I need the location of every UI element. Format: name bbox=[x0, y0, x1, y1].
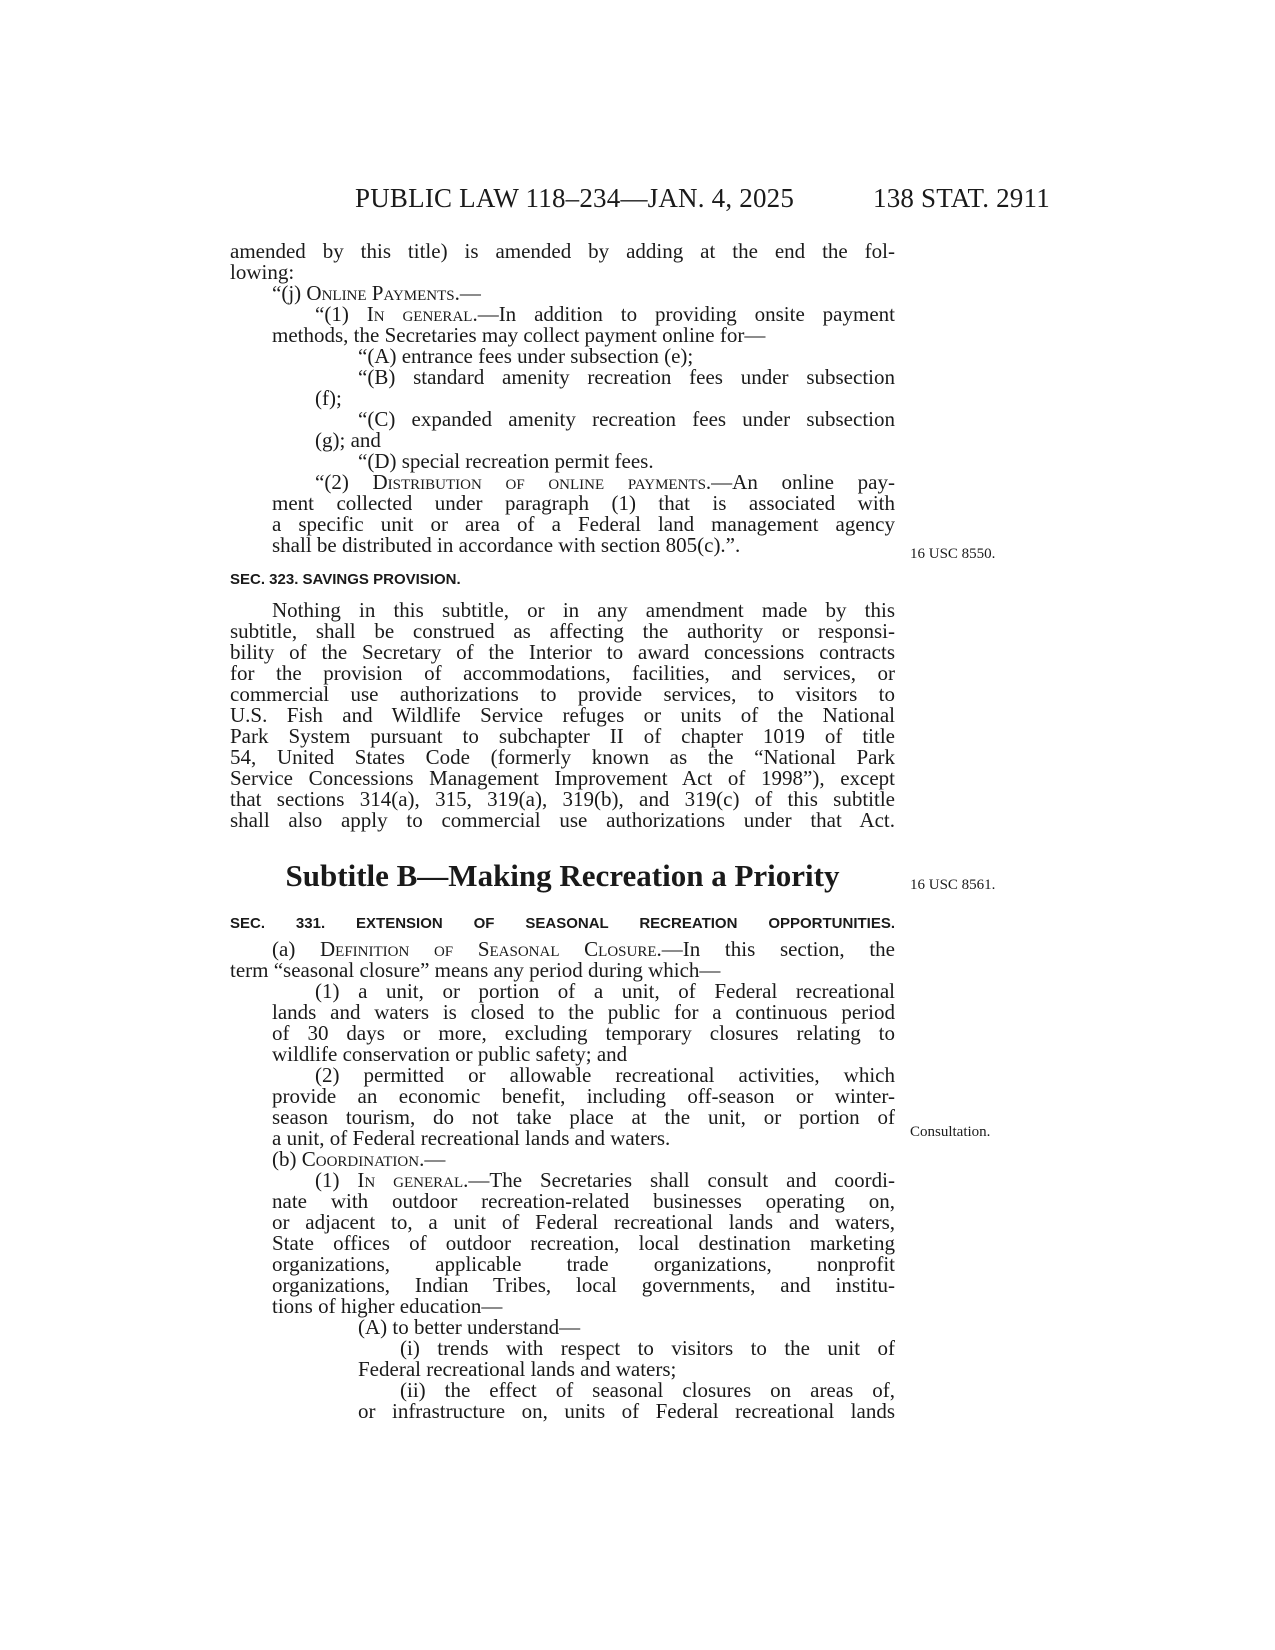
text-line: U.S. Fish and Wildlife Service refuges or units of the National bbox=[230, 703, 895, 727]
text-line: a unit, of Federal recreational lands and waters. bbox=[272, 1126, 671, 1150]
text-line: tions of higher education— bbox=[272, 1294, 503, 1318]
text-line: organizations, Indian Tribes, local governments, and institu- bbox=[272, 1273, 895, 1297]
margin-note-usc-8550: 16 USC 8550. bbox=[910, 546, 996, 562]
text-line: or infrastructure on, units of Federal recreational lands bbox=[358, 1399, 895, 1423]
clause-a: “(A) entrance fees under subsection (e); bbox=[358, 344, 694, 368]
text-line: shall be distributed in accordance with section 805(c).”. bbox=[272, 533, 741, 557]
paragraph-b1-heading: (1) In general.—The Secretaries shall consult and coordi- bbox=[315, 1168, 895, 1192]
text-line: provide an economic benefit, including off-season or winter- bbox=[272, 1084, 895, 1108]
text-line: (f); bbox=[315, 386, 342, 410]
text-line: commercial use authorizations to provide services, to visitors to bbox=[230, 682, 895, 706]
text-line: lands and waters is closed to the public for a continuous period bbox=[272, 1000, 895, 1024]
running-head: PUBLIC LAW 118–234—JAN. 4, 2025 bbox=[355, 183, 795, 213]
text-line: (2) permitted or allowable recreational activities, which bbox=[315, 1063, 895, 1087]
text-line: Nothing in this subtitle, or in any amendment made by this bbox=[272, 598, 895, 622]
page-number: 138 STAT. 2911 bbox=[873, 183, 1050, 213]
clause-c: “(C) expanded amenity recreation fees under subsection bbox=[358, 407, 895, 431]
text-line: (g); and bbox=[315, 428, 381, 452]
text-line: season tourism, do not take place at the unit, or portion of bbox=[272, 1105, 895, 1129]
subsection-j-heading: “(j) Online Payments.— bbox=[272, 281, 481, 305]
clause-b: “(B) standard amenity recreation fees under subsection bbox=[358, 365, 895, 389]
text-line: shall also apply to commercial use authorizations under that Act. bbox=[230, 808, 895, 832]
margin-note-consultation: Consultation. bbox=[910, 1124, 991, 1140]
clause-d: “(D) special recreation permit fees. bbox=[358, 449, 654, 473]
text-line: that sections 314(a), 315, 319(a), 319(b), and 319(c) of this subtitle bbox=[230, 787, 895, 811]
paragraph-2-heading: “(2) Distribution of online payments.—An online pay- bbox=[315, 470, 895, 494]
text-line: 54, United States Code (formerly known as the “National Park bbox=[230, 745, 895, 769]
text-line: a specific unit or area of a Federal land management agency bbox=[272, 512, 895, 536]
text-line: Federal recreational lands and waters; bbox=[358, 1357, 677, 1381]
subsection-a-heading: (a) Definition of Seasonal Closure.—In this section, the bbox=[272, 937, 895, 961]
subtitle-b-heading: Subtitle B—Making Recreation a Priority bbox=[285, 858, 840, 893]
section-323-heading: SEC. 323. SAVINGS PROVISION. bbox=[230, 571, 461, 588]
clause-b1-a: (A) to better understand— bbox=[358, 1315, 581, 1339]
text-line: lowing: bbox=[230, 260, 295, 284]
page-header bbox=[0, 183, 1275, 223]
clause-ii: (ii) the effect of seasonal closures on areas of, bbox=[400, 1378, 895, 1402]
text-line: organizations, applicable trade organizations, nonprofit bbox=[272, 1252, 895, 1276]
subsection-b-heading: (b) Coordination.— bbox=[272, 1147, 446, 1171]
text-line: Park System pursuant to subchapter II of chapter 1019 of title bbox=[230, 724, 895, 748]
text-line: or adjacent to, a unit of Federal recreational lands and waters, bbox=[272, 1210, 895, 1234]
text-line: Service Concessions Management Improvement Act of 1998”), except bbox=[230, 766, 895, 790]
text-line: amended by this title) is amended by adding at the end the fol- bbox=[230, 239, 895, 263]
text-line: ment collected under paragraph (1) that is associated with bbox=[272, 491, 895, 515]
text-line: term “seasonal closure” means any period during which— bbox=[230, 958, 721, 982]
margin-note-usc-8561: 16 USC 8561. bbox=[910, 877, 996, 893]
text-line: for the provision of accommodations, facilities, and services, or bbox=[230, 661, 895, 685]
text-line: methods, the Secretaries may collect payment online for— bbox=[272, 323, 766, 347]
text-line: subtitle, shall be construed as affecting the authority or responsi- bbox=[230, 619, 895, 643]
text-line: of 30 days or more, excluding temporary closures relating to bbox=[272, 1021, 895, 1045]
text-line: nate with outdoor recreation-related businesses operating on, bbox=[272, 1189, 895, 1213]
text-line: State offices of outdoor recreation, local destination marketing bbox=[272, 1231, 895, 1255]
section-331-heading: SEC. 331. EXTENSION OF SEASONAL RECREATION OPPORTUNITIES. bbox=[230, 915, 895, 932]
page-body bbox=[230, 241, 895, 1422]
text-line: (1) a unit, or portion of a unit, of Federal recreational bbox=[315, 979, 895, 1003]
text-line: bility of the Secretary of the Interior to award concessions contracts bbox=[230, 640, 895, 664]
paragraph-1-heading: “(1) In general.—In addition to providing onsite payment bbox=[315, 302, 895, 326]
text-line: wildlife conservation or public safety; and bbox=[272, 1042, 628, 1066]
clause-i: (i) trends with respect to visitors to the unit of bbox=[400, 1336, 895, 1360]
